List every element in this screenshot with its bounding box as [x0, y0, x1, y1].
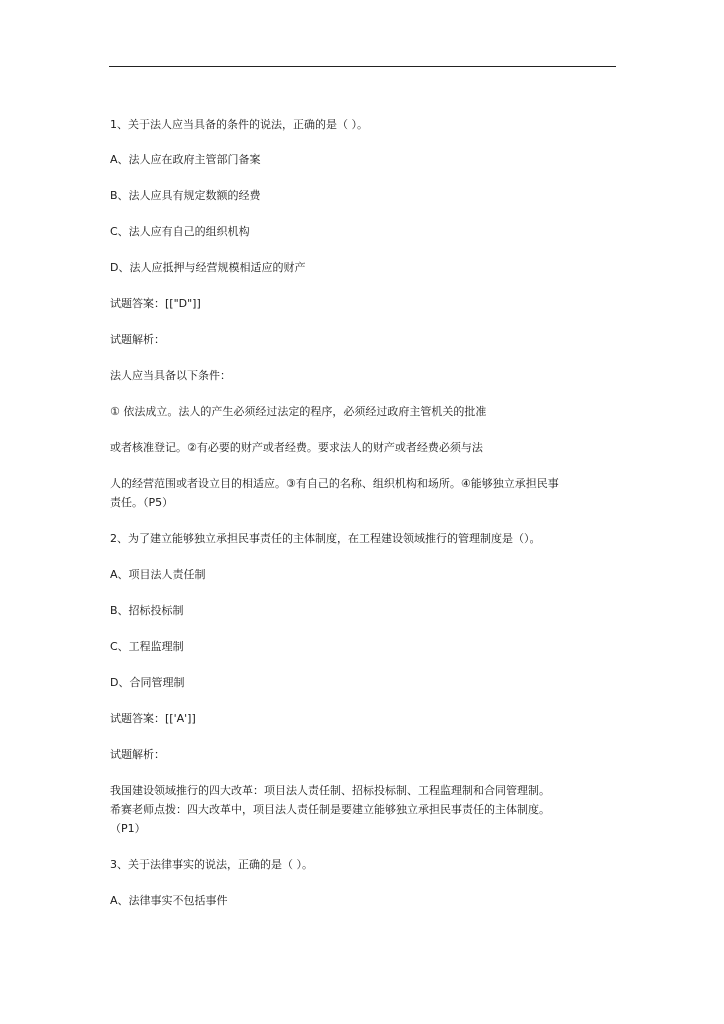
q1-option-a: A、法人应在政府主管部门备案 [110, 153, 261, 166]
q3-question: 3、关于法律事实的说法，正确的是（ ）。 [110, 858, 313, 871]
q2-analysis-line: 我国建设领域推行的四大改革：项目法人责任制、招标投标制、工程监理制和合同管理制。 [110, 784, 550, 797]
q1-analysis-line: ① 依法成立。法人的产生必须经过法定的程序，必须经过政府主管机关的批准 [110, 405, 487, 418]
q1-option-c: C、法人应有自己的组织机构 [110, 225, 250, 238]
q2-answer: 试题答案：[['A']] [110, 712, 196, 725]
q2-option-a: A、项目法人责任制 [110, 568, 206, 581]
q2-option-b: B、招标投标制 [110, 604, 184, 617]
q2-analysis-line: （P1） [110, 822, 146, 835]
header-rule [109, 66, 616, 67]
q1-analysis-label: 试题解析： [110, 333, 165, 346]
q2-option-c: C、工程监理制 [110, 640, 184, 653]
q1-analysis-line: 或者核准登记。②有必要的财产或者经费。要求法人的财产或者经费必须与法 [110, 441, 483, 454]
q3-option-a: A、法律事实不包括事件 [110, 894, 228, 907]
q1-analysis-intro: 法人应当具备以下条件： [110, 369, 231, 382]
q2-question: 2、为了建立能够独立承担民事责任的主体制度，在工程建设领域推行的管理制度是（）。 [110, 532, 541, 545]
q2-analysis-line: 希赛老师点拨：四大改革中，项目法人责任制是要建立能够独立承担民事责任的主体制度。 [110, 803, 550, 816]
q1-question: 1、关于法人应当具备的条件的说法，正确的是（ ）。 [110, 118, 368, 131]
q1-answer: 试题答案：[["D"]] [110, 297, 201, 310]
q1-option-d: D、法人应抵押与经营规模相适应的财产 [110, 261, 306, 274]
q2-option-d: D、合同管理制 [110, 676, 185, 689]
q1-analysis-line: 责任。（P5） [110, 496, 174, 509]
q1-option-b: B、法人应具有规定数额的经费 [110, 189, 261, 202]
q2-analysis-label: 试题解析： [110, 748, 165, 761]
q1-analysis-line: 人的经营范围或者设立目的相适应。③有自己的名称、组织机构和场所。④能够独立承担民事 [110, 477, 559, 490]
